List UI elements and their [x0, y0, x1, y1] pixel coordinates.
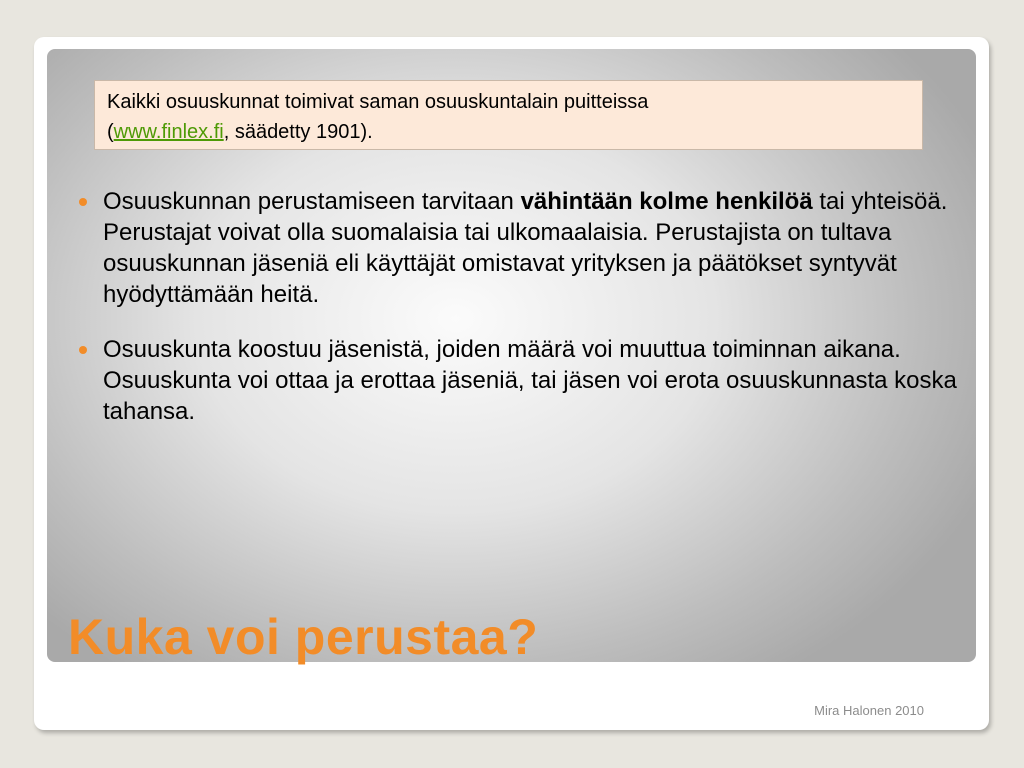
bullet-1-text-start: Osuuskunnan perustamiseen tarvitaan — [103, 188, 521, 215]
bullet-dot-icon — [79, 198, 87, 206]
note-line-1: Kaikki osuuskunnat toimivat saman osuuskuntalain puitteissa — [107, 91, 649, 113]
bullet-2-text: Osuuskunta koostuu jäsenistä, joiden määrä voi muuttua toiminnan aikana. Osuuskunta voi ottaa ja erottaa jäseniä, tai jäsen voi erota osuuskunnasta koska tahansa. — [103, 336, 957, 425]
bullet-dot-icon — [79, 346, 87, 354]
bullet-1-text-end: tai yhteisöä. Perustajat voivat olla suomalaisia tai ulkomaalaisia. Perustajista on tultava osuuskunnan jäseniä eli käyttäjät omistavat yrityksen ja päätökset syntyvät hyödyttämään heitä. — [103, 188, 948, 308]
finlex-link[interactable]: www.finlex.fi — [113, 121, 224, 143]
bullet-list — [78, 186, 963, 451]
reference-note — [94, 80, 923, 150]
bullet-1-bold-text: vähintään kolme henkilöä — [520, 188, 813, 215]
bullet-item-1 — [78, 186, 963, 310]
bullet-item-2 — [78, 334, 963, 427]
note-open-paren: ( — [107, 121, 114, 143]
slide-title: Kuka voi perustaa? — [68, 609, 539, 665]
note-after-link: , säädetty 1901). — [223, 121, 373, 143]
footer-author: Mira Halonen 2010 — [814, 703, 924, 718]
